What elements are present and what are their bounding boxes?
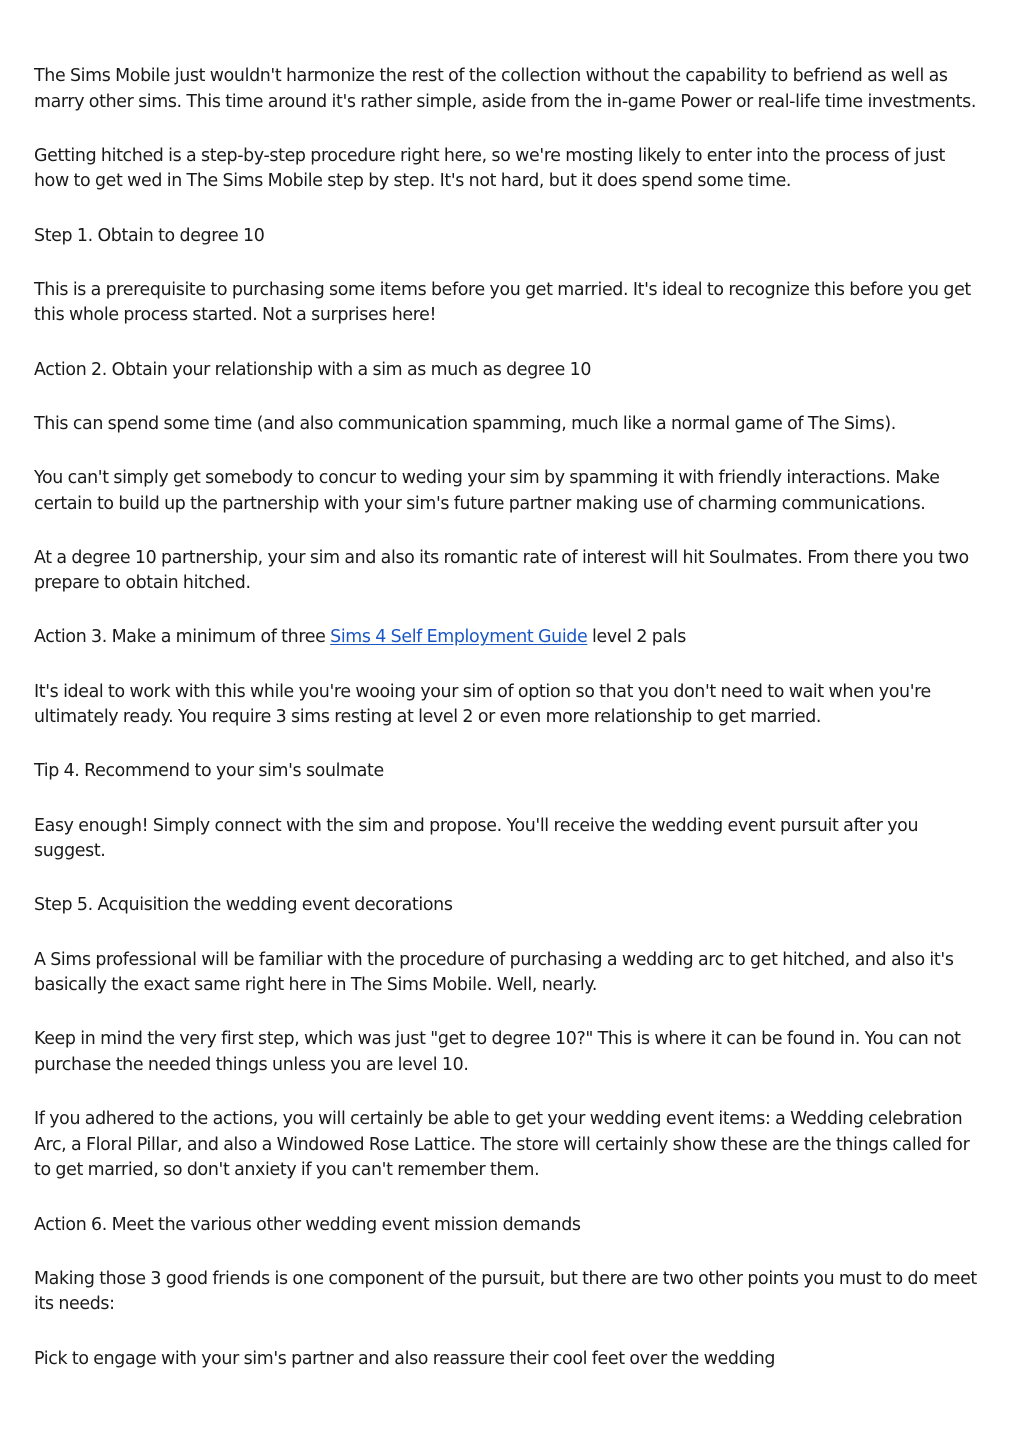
paragraph-mission-needs: Making those 3 good friends is one component of the pursuit, but there are two other points you must to do meet its needs: [34,1268,977,1315]
step-3-heading [34,625,984,651]
paragraph-spend-time: This can spend some time (and also communication spamming, much like a normal game of The Sims). [34,413,896,434]
paragraph-spamming: You can't simply get somebody to concur to weding your sim by spamming it with friendly interactions. Make certain to build up the partnership with your sim's future partner making use of charming communications. [34,467,940,514]
paragraph-wooing: It's ideal to work with this while you're wooing your sim of option so that you don't need to wait when you're ultimately ready. You require 3 sims resting at level 2 or even more relationship to get married. [34,681,931,728]
paragraph-prerequisite: This is a prerequisite to purchasing some items before you get married. It's ideal to recognize this before you get this whole process started. Not a surprises here! [34,279,971,326]
step-5-heading: Step 5. Acquisition the wedding event decorations [34,895,453,916]
paragraph-cool-feet: Pick to engage with your sim's partner and also reassure their cool feet over the wedding [34,1348,776,1369]
paragraph-intro: The Sims Mobile just wouldn't harmonize the rest of the collection without the capability to befriend as well as marry other sims. This time around it's rather simple, aside from the in-game Power or real-life time investments. [34,66,977,112]
step-1-heading: Step 1. Obtain to degree 10 [34,225,265,246]
self-employment-guide-link[interactable]: Sims 4 Self Employment Guide [330,627,588,648]
paragraph-wedding-items: If you adhered to the actions, you will certainly be able to get your wedding event items: a Wedding celebration Arc, a Floral Pillar, and also a Windowed Rose Lattice. The store will certainly show these are the things called for to get married, so don't anxiety if you can't remember them. [34,1109,970,1181]
paragraph-getting-hitched: Getting hitched is a step-by-step procedure right here, so we're mosting likely to enter into the process of just how to get wed in The Sims Mobile step by step. It's not hard, but it does spend some time. [34,145,946,192]
step-3-text-after: level 2 pals [587,627,686,648]
paragraph-first-step: Keep in mind the very first step, which was just "get to degree 10?" This is where it can be found in. You can not purchase the needed things unless you are level 10. [34,1029,961,1075]
step-4-heading: Tip 4. Recommend to your sim's soulmate [34,761,384,782]
paragraph-wedding-arc: A Sims professional will be familiar with the procedure of purchasing a wedding arc to get hitched, and also it's basically the exact same right here in The Sims Mobile. Well, nearly. [34,949,954,996]
paragraph-soulmates: At a degree 10 partnership, your sim and also its romantic rate of interest will hit Soulmates. From there you two prepare to obtain hitched. [34,547,969,594]
step-6-heading: Action 6. Meet the various other wedding event mission demands [34,1214,581,1235]
step-2-heading: Action 2. Obtain your relationship with a sim as much as degree 10 [34,359,592,380]
step-3-text-before: Action 3. Make a minimum of three [34,627,331,648]
paragraph-propose: Easy enough! Simply connect with the sim and propose. You'll receive the wedding event pursuit after you suggest. [34,815,919,862]
article-body [34,64,984,1372]
